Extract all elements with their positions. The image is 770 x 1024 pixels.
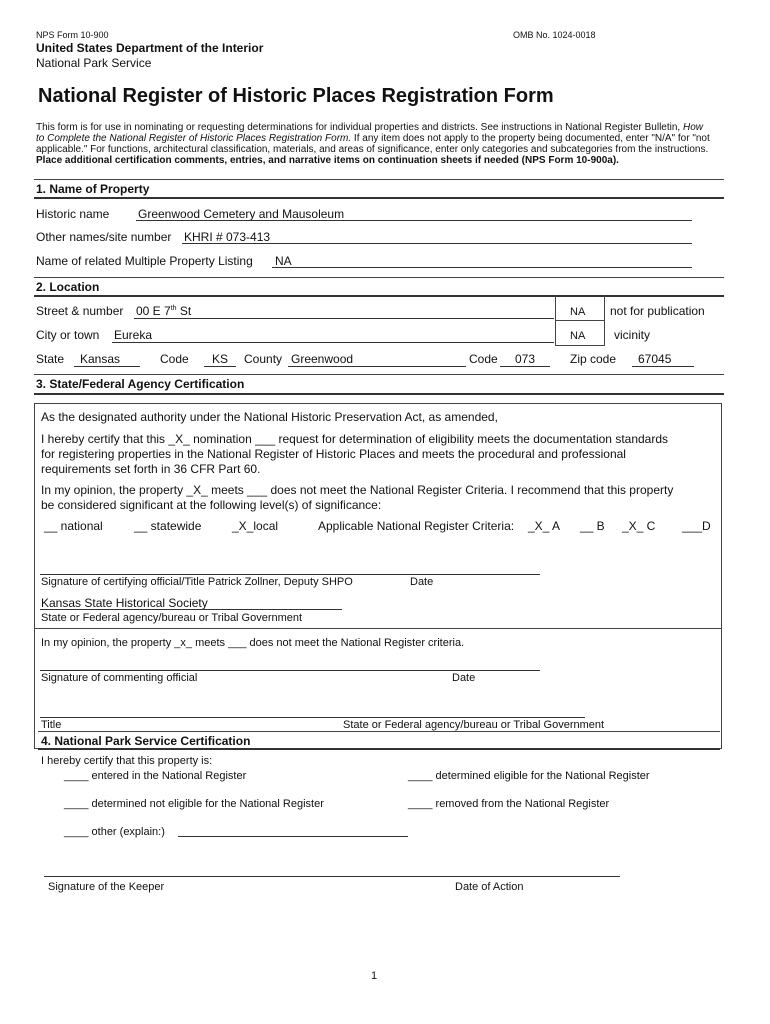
opinion-line-2: be considered significant at the following level(s) of significance: [41, 498, 382, 512]
field-underline [272, 267, 692, 268]
city-label: City or town [36, 328, 100, 342]
option-not-eligible[interactable]: ____ determined not eligible for the National Register [64, 798, 324, 810]
title-agency-label: State or Federal agency/bureau or Tribal Government [343, 719, 605, 731]
section-2-heading: 2. Location [36, 280, 100, 294]
authority-text: As the designated authority under the National Historic Preservation Act, as amended, [41, 410, 498, 424]
criteria-c[interactable]: _X_ C [622, 519, 656, 533]
intro-line-2 [36, 133, 710, 144]
field-underline [74, 366, 140, 367]
page-title: National Register of Historic Places Registration Form [38, 85, 554, 107]
field-underline [136, 220, 692, 221]
section-1-heading: 1. Name of Property [36, 182, 150, 196]
comment-opinion-text: In my opinion, the property _x_ meets ___ does not meet the National Register criteria. [41, 637, 465, 649]
page-number: 1 [371, 970, 378, 982]
divider [555, 320, 604, 321]
signature-line [40, 670, 540, 671]
zip-field[interactable]: 67045 [638, 352, 672, 366]
county-code-label: Code [469, 352, 498, 366]
field-underline [182, 243, 692, 244]
intro-line-4: Place additional certification comments, entries, and narrative items on continuation sheets if needed (NPS Form 10-900a). [36, 155, 619, 166]
explain-line [178, 836, 408, 837]
divider [34, 197, 724, 199]
intro-text: If any item does not apply to the property being documented, enter "N/A" for "not [351, 133, 710, 144]
vicinity-checkbox[interactable]: NA [570, 330, 586, 342]
signature-line [40, 574, 540, 575]
option-other[interactable]: ____ other (explain:) [64, 826, 165, 838]
divider [34, 295, 724, 297]
not-for-publication-checkbox[interactable]: NA [570, 306, 586, 318]
intro-line-1 [36, 122, 703, 133]
criteria-d[interactable]: ___D [682, 519, 711, 533]
action-date-label: Date of Action [455, 881, 524, 893]
multiple-listing-label: Name of related Multiple Property Listing [36, 254, 253, 268]
field-underline [288, 366, 466, 367]
level-local[interactable]: _X_local [232, 519, 279, 533]
intro-italic: How [682, 122, 703, 133]
criteria-label: Applicable National Register Criteria: [318, 519, 515, 533]
street-field[interactable] [136, 304, 191, 318]
intro-text: This form is for use in nominating or requesting determinations for individual properties and districts. See instructions in National Register Bulletin, [36, 122, 683, 133]
field-underline [632, 366, 694, 367]
option-removed[interactable]: ____ removed from the National Register [408, 798, 610, 810]
county-label: County [244, 352, 283, 366]
option-eligible[interactable]: ____ determined eligible for the National Register [408, 770, 650, 782]
opinion-line-1: In my opinion, the property _X_ meets ___ does not meet the National Register Criteria. I recommend that this property [41, 483, 674, 497]
signature-line [40, 717, 585, 718]
multiple-listing-field[interactable]: NA [275, 254, 292, 268]
title-label: Title [41, 719, 62, 731]
city-field[interactable]: Eureka [114, 328, 153, 342]
divider [34, 374, 724, 375]
field-underline [134, 318, 554, 319]
vicinity-label: vicinity [614, 328, 651, 342]
street-sup: th [170, 305, 177, 312]
department-name: United States Department of the Interior [36, 41, 264, 55]
not-for-publication-label: not for publication [610, 304, 705, 318]
section-4-heading: 4. National Park Service Certification [41, 734, 251, 748]
omb-number: OMB No. 1024-0018 [513, 30, 596, 40]
agency-label: State or Federal agency/bureau or Tribal Government [41, 612, 303, 624]
keeper-certify-text: I hereby certify that this property is: [41, 755, 213, 767]
other-names-label: Other names/site number [36, 230, 172, 244]
section-3-heading: 3. State/Federal Agency Certification [36, 377, 245, 391]
zip-label: Zip code [570, 352, 617, 366]
criteria-b[interactable]: __ B [580, 519, 605, 533]
certifying-date-label: Date [410, 576, 434, 588]
divider [34, 628, 721, 629]
agency-field[interactable]: Kansas State Historical Society [41, 596, 208, 610]
certify-line-3: requirements set forth in 36 CFR Part 60. [41, 462, 261, 476]
state-code-label: Code [160, 352, 189, 366]
certify-line-2: for registering properties in the National Register of Historic Places and meets the procedural and professional [41, 447, 626, 461]
field-underline [204, 366, 236, 367]
divider [38, 731, 720, 732]
service-name: National Park Service [36, 56, 152, 70]
level-national[interactable]: __ national [44, 519, 103, 533]
field-underline [112, 342, 554, 343]
divider [34, 393, 724, 395]
level-statewide[interactable]: __ statewide [134, 519, 202, 533]
divider [38, 748, 720, 750]
historic-name-label: Historic name [36, 207, 110, 221]
historic-name-field[interactable]: Greenwood Cemetery and Mausoleum [138, 207, 345, 221]
divider [34, 179, 724, 180]
intro-line-3: applicable." For functions, architectural classification, materials, and areas of significance, enter only categories and subcategories from the instructions. [36, 144, 709, 155]
county-code-field[interactable]: 073 [515, 352, 536, 366]
signature-line [44, 876, 620, 877]
county-field[interactable]: Greenwood [291, 352, 354, 366]
option-entered[interactable]: ____ entered in the National Register [64, 770, 247, 782]
field-underline [40, 609, 342, 610]
field-underline [500, 366, 550, 367]
form-number: NPS Form 10-900 [36, 30, 109, 40]
commenting-signature-label: Signature of commenting official [41, 672, 198, 684]
certifying-signature-label: Signature of certifying official/Title Patrick Zollner, Deputy SHPO [41, 576, 353, 588]
commenting-date-label: Date [452, 672, 476, 684]
intro-italic: to Complete the National Register of Historic Places Registration Form. [36, 133, 352, 144]
other-names-field[interactable]: KHRI # 073-413 [184, 230, 271, 244]
state-label: State [36, 352, 65, 366]
keeper-signature-label: Signature of the Keeper [48, 881, 165, 893]
state-code-field[interactable]: KS [212, 352, 229, 366]
street-label: Street & number [36, 304, 124, 318]
divider [34, 277, 724, 278]
street-suffix: St [176, 304, 192, 318]
certify-line-1: I hereby certify that this _X_ nomination ___ request for determination of eligibility meets the documentation standards [41, 432, 669, 446]
street-text: 00 E 7 [136, 304, 171, 318]
criteria-a[interactable]: _X_ A [528, 519, 561, 533]
state-field[interactable]: Kansas [80, 352, 121, 366]
